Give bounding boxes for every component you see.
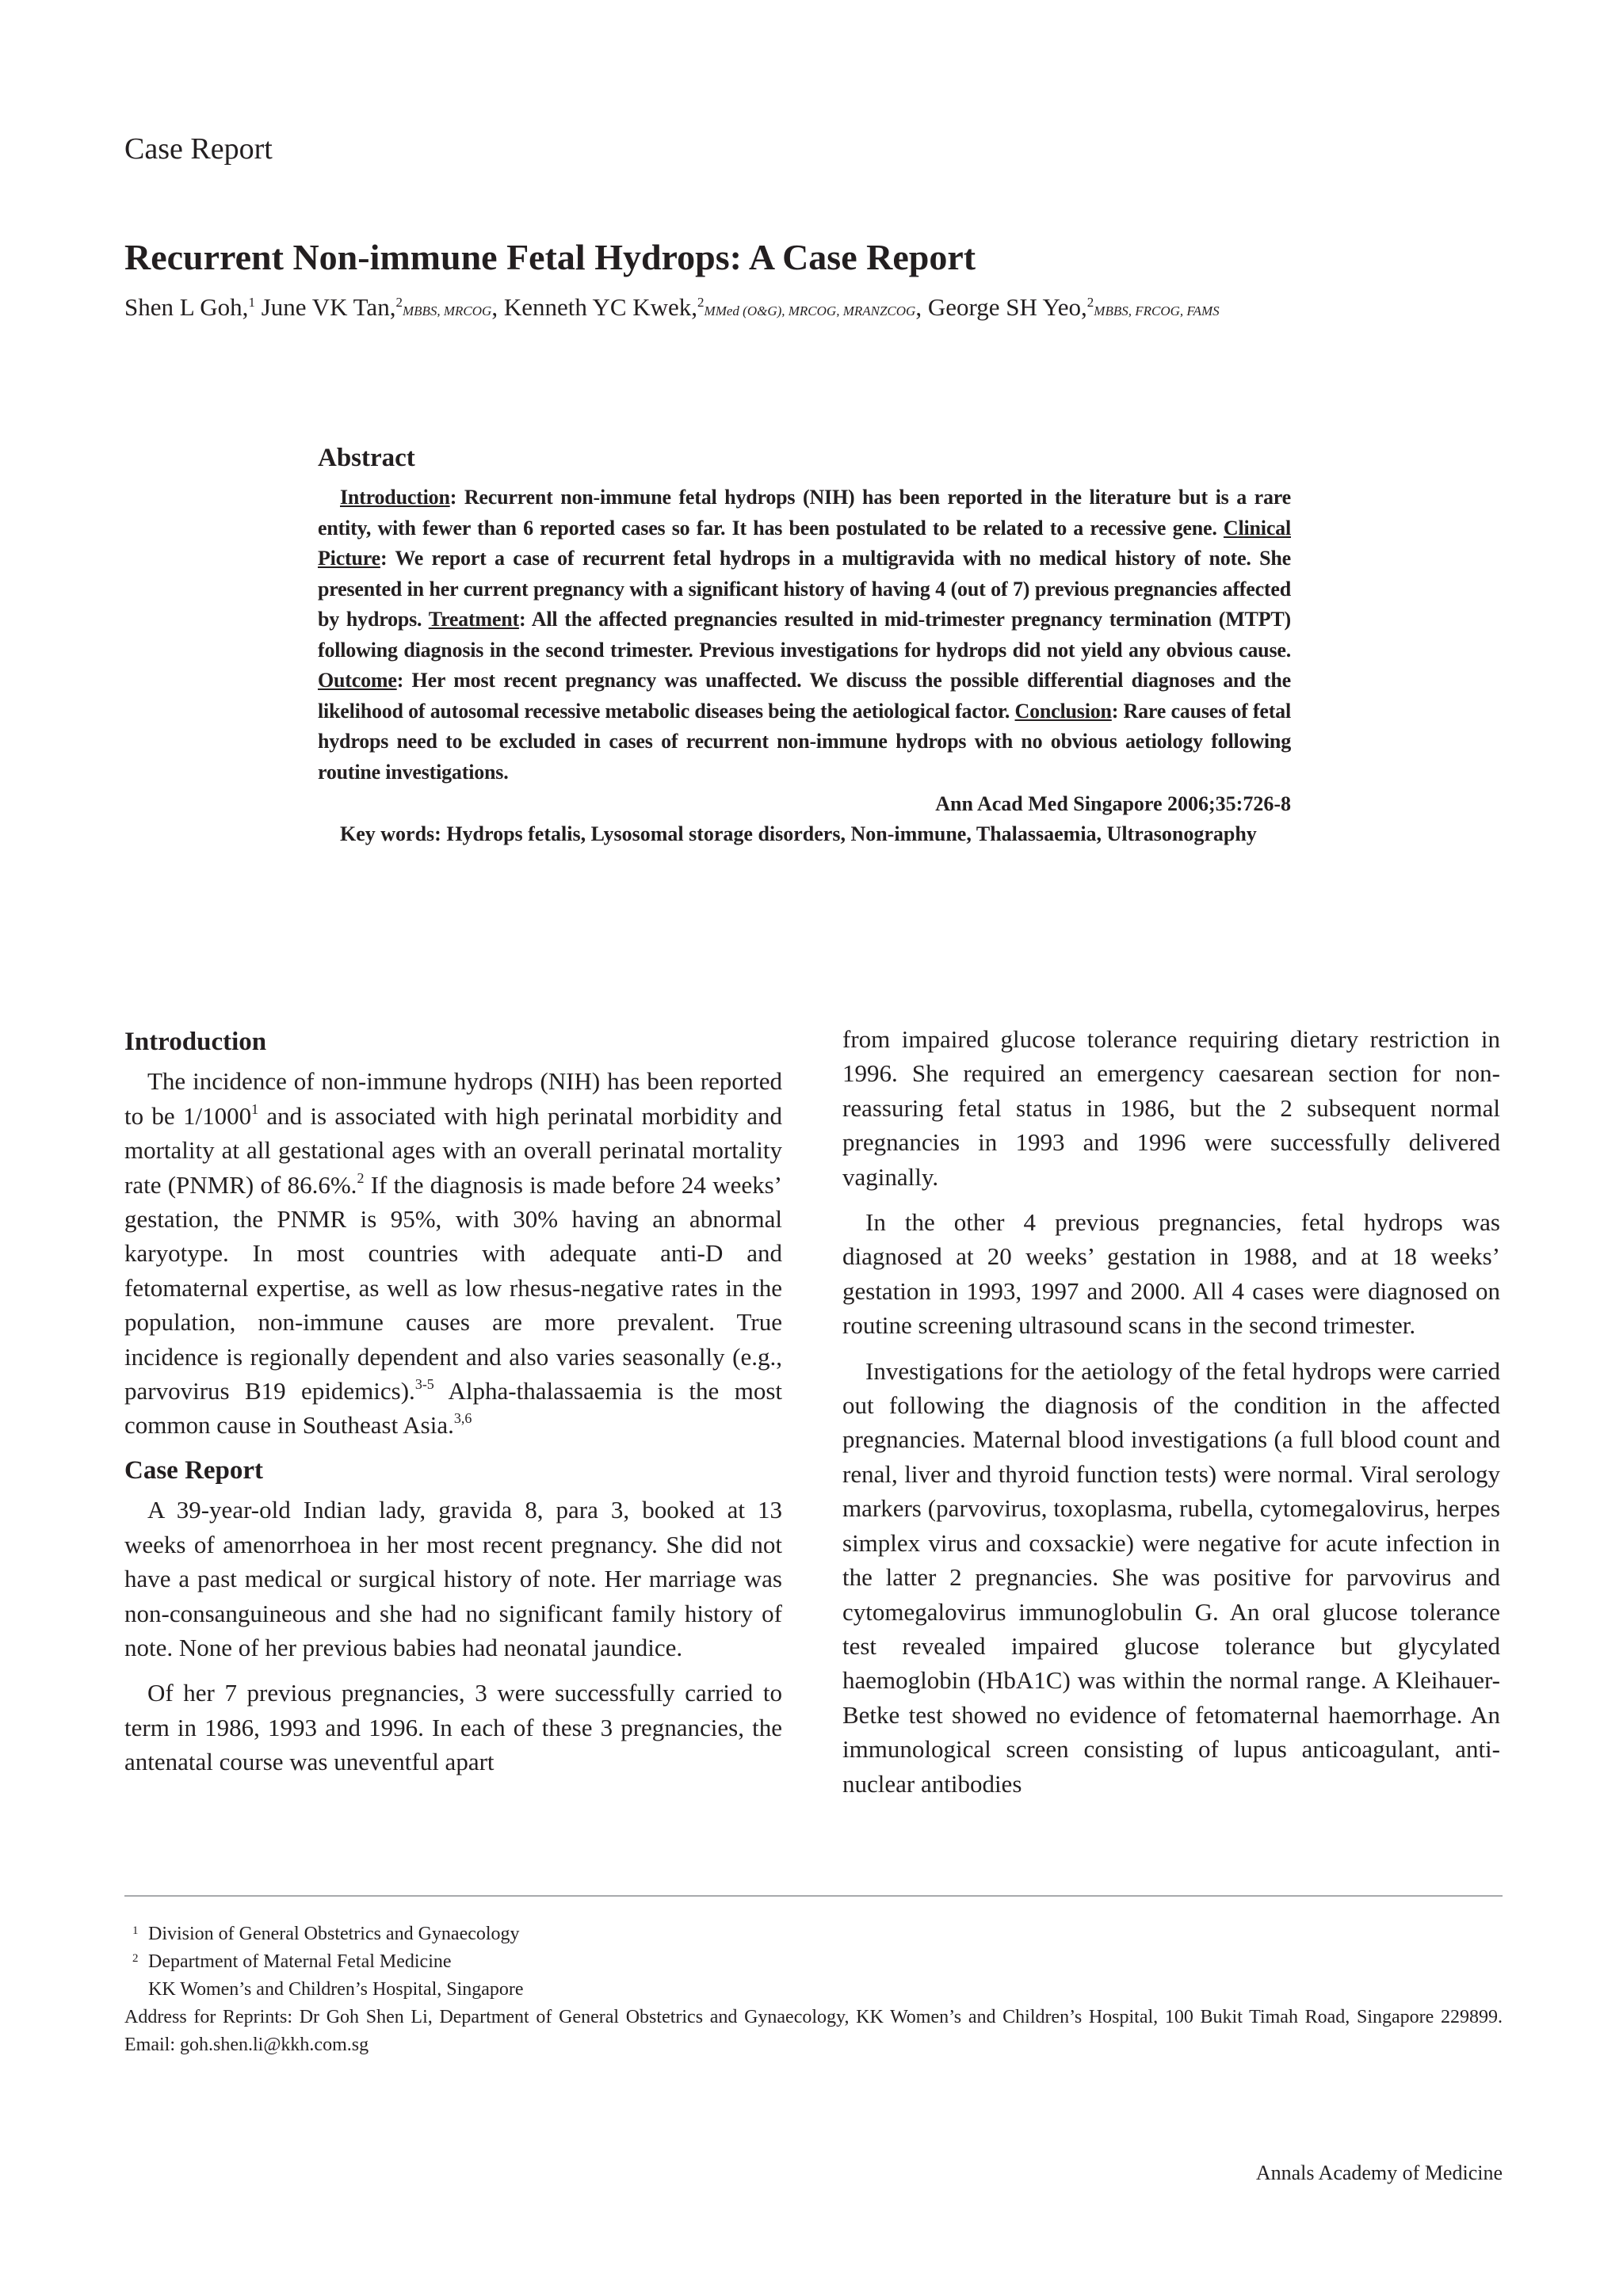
footnote-text: Department of Maternal Fetal Medicine <box>148 1951 452 1972</box>
footnote <box>124 1920 1503 1948</box>
text-run: If the diagnosis is made before 24 weeks’ gestation, the PNMR is 95%, with 30% having an abnormal karyotype. In most countries with adequate anti-D and fetomaternal expertise, as well as low rhesus-negative rates in the population, non-immune causes are more prevalent. True incidence is regionally dependent and also varies seasonally (e.g., parvovirus B19 epidemics). <box>124 1170 782 1405</box>
footnote <box>124 1976 1503 2004</box>
abstract <box>318 444 1291 850</box>
section-label: Case Report <box>124 132 273 166</box>
footnote <box>124 1948 1503 1976</box>
journal-footer: Annals Academy of Medicine <box>1255 2161 1503 2184</box>
author-list <box>124 293 1220 322</box>
article-title: Recurrent Non-immune Fetal Hydrops: A Case Report <box>124 237 976 277</box>
introduction-paragraph <box>124 1064 782 1442</box>
author-name: , Kenneth YC Kwek, <box>491 293 698 321</box>
reference-mark: 3-5 <box>414 1376 434 1393</box>
abstract-treatment-text: : All the affected pregnancies resulted in mid-trimester pregnancy termination (MTPT) following diagnosis in the second trimester. Previous investigations for hydrops did not yield any obvious cause. <box>318 608 1291 662</box>
abstract-conclusion-text: : Rare causes of fetal hydrops need to be excluded in cases of recurrent non-immune hydrops with no obvious aetiology following routine investigations. <box>318 699 1291 784</box>
author-name: June VK Tan, <box>254 293 396 321</box>
footnote-divider <box>124 1895 1503 1897</box>
keywords: Key words: Hydrops fetalis, Lysosomal storage disorders, Non-immune, Thalassaemia, Ultrasonography <box>340 822 1257 845</box>
author-affiliation-mark: 2 <box>1086 295 1094 310</box>
footnotes <box>124 1920 1503 2059</box>
author-affiliation-mark: 2 <box>697 295 705 310</box>
text-run: The incidence of non-immune hydrops (NIH) has been reported to be 1/1000 <box>124 1067 782 1130</box>
abstract-outcome-text: : Her most recent pregnancy was unaffected. We discuss the possible differential diagnoses and the likelihood of autosomal recessive metabolic diseases being the aetiological factor. <box>318 669 1291 723</box>
body-column-left <box>124 1025 782 1791</box>
author-affiliation-mark: 2 <box>395 295 403 310</box>
abstract-intro-label: Introduction <box>340 486 450 509</box>
text-run: and is associated with high perinatal morbidity and mortality at all gestational ages with an overall perinatal mortality rate (PNMR) of 86.6%. <box>124 1101 782 1199</box>
reference-mark: 3,6 <box>453 1410 472 1427</box>
author-affiliation-mark: 1 <box>248 295 255 310</box>
abstract-outcome-label: Outcome <box>318 669 397 692</box>
reference-mark: 1 <box>251 1100 259 1117</box>
citation: Ann Acad Med Singapore 2006;35:726-8 <box>935 792 1291 815</box>
footnote-text: Division of General Obstetrics and Gynaecology <box>148 1924 520 1944</box>
footnote-text: KK Women’s and Children’s Hospital, Singapore <box>148 1979 524 2000</box>
abstract-clinical-text: : We report a case of recurrent fetal hydrops in a multigravida with no medical history of note. She presented in her current pregnancy with a significant history of having 4 (out of 7) previous pregnancies affected by hydrops. <box>318 547 1291 631</box>
case-paragraph: A 39-year-old Indian lady, gravida 8, para 3, booked at 13 weeks of amenorrhoea in her most recent pregnancy. She did not have a past medical or surgical history of note. Her marriage was non-consanguineous and she had no significant family history of note. None of her previous babies had neonatal jaundice. <box>124 1496 782 1661</box>
text-run: Alpha-thalassaemia is the most common cause in Southeast Asia. <box>124 1377 782 1440</box>
abstract-intro-text: : Recurrent non-immune fetal hydrops (NIH) has been reported in the literature but is a rare entity, with fewer than 6 reported cases so far. It has been postulated to be related to a recessive gene. <box>318 486 1291 540</box>
case-report-heading: Case Report <box>124 1455 264 1485</box>
footnote-mark: 2 <box>132 1952 139 1965</box>
body-paragraph: In the other 4 previous pregnancies, fetal hydrops was diagnosed at 20 weeks’ gestation in 1988, and at 18 weeks’ gestation in 1993, 1997 and 2000. All 4 cases were diagnosed on routine screening ultrasound scans in the second trimester. <box>842 1208 1500 1340</box>
author-name: , George SH Yeo, <box>915 293 1087 321</box>
abstract-conclusion-label: Conclusion <box>1014 699 1112 723</box>
abstract-treatment-label: Treatment <box>428 608 519 631</box>
abstract-clinical-label: Clinical Picture <box>318 516 1291 570</box>
author-credentials: MBBS, FRCOG, FAMS <box>1094 303 1220 318</box>
reference-mark: 2 <box>357 1169 365 1186</box>
author-name: Shen L Goh, <box>124 293 249 321</box>
abstract-body <box>318 482 1291 788</box>
abstract-heading: Abstract <box>318 444 415 472</box>
reprint-address: Address for Reprints: Dr Goh Shen Li, Department of General Obstetrics and Gynaecology, KK Women’s and Children’s Hospital, 100 Bukit Timah Road, Singapore 229899. Email: goh.shen.li@kkh.com.sg <box>124 2007 1503 2055</box>
body-paragraph: Investigations for the aetiology of the fetal hydrops were carried out following the diagnosis of the condition in the affected pregnancies. Maternal blood investigations (a full blood count and renal, liver and thyroid function tests) were normal. Viral serology markers (parvovirus, toxoplasma, rubella, cytomegalovirus, herpes simplex virus and coxsackie) were negative for acute infection in the latter 2 pregnancies. She was positive for parvovirus and cytomegalovirus immunoglobulin G. An oral glucose tolerance test revealed impaired glucose tolerance but glycylated haemoglobin (HbA1C) was within the normal range. A Kleihauer-Betke test showed no evidence of fetomaternal haemorrhage. An immunological screen consisting of lupus anticoagulant, anti-nuclear antibodies <box>842 1356 1500 1798</box>
footnote-mark: 1 <box>132 1924 139 1937</box>
body-column-right <box>842 1022 1500 1812</box>
case-paragraph: Of her 7 previous pregnancies, 3 were successfully carried to term in 1986, 1993 and 1996. In each of these 3 pregnancies, the antenatal course was uneventful apart <box>124 1679 782 1776</box>
introduction-heading: Introduction <box>124 1028 267 1056</box>
body-paragraph: from impaired glucose tolerance requiring dietary restriction in 1996. She required an emergency caesarean section for non-reassuring fetal status in 1986, but the 2 subsequent normal pregnancies in 1993 and 1996 were successfully delivered vaginally. <box>842 1025 1500 1191</box>
author-credentials: MMed (O&G), MRCOG, MRANZCOG <box>704 303 916 318</box>
author-credentials: MBBS, MRCOG <box>402 303 492 318</box>
